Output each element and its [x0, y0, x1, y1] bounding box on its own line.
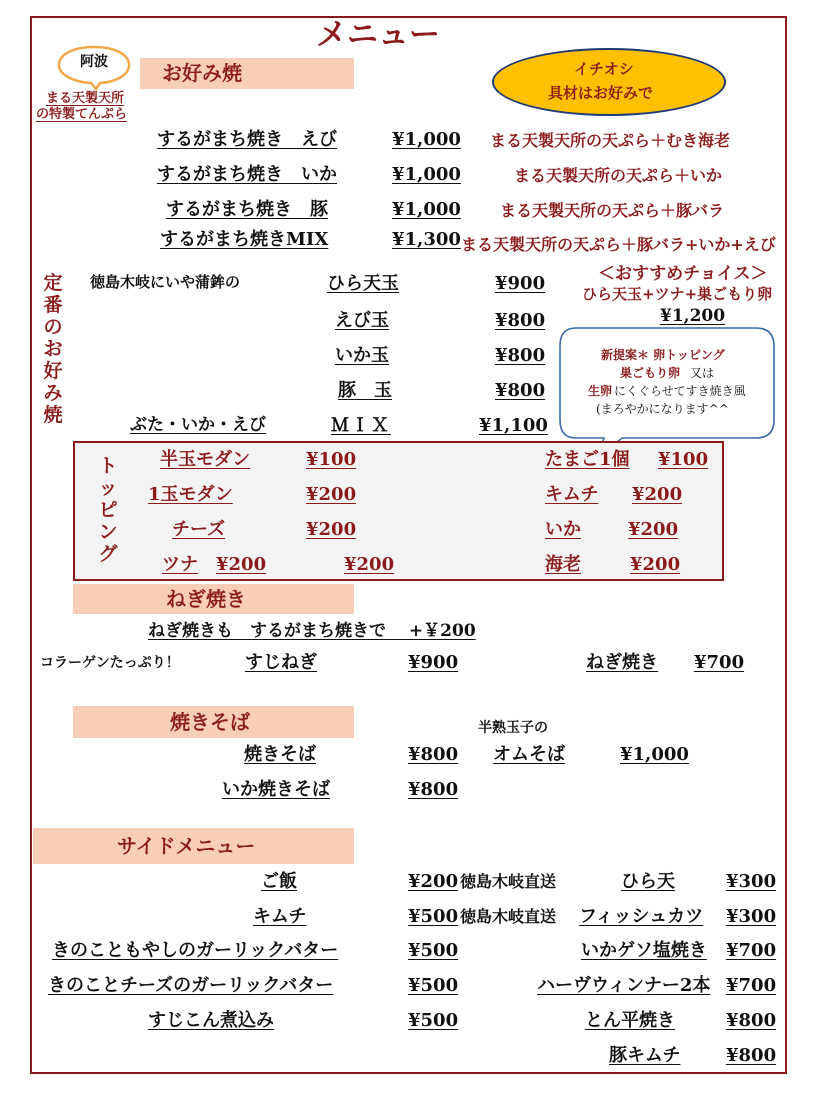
suruga-desc-1: まる天製天所の天ぷら＋いか [514, 166, 723, 185]
side-left-item-4: すじこん煮込み [148, 1010, 274, 1031]
yakisoba-price-0: ¥800 [408, 744, 459, 765]
side-right-item-5: 豚キムチ [609, 1045, 681, 1066]
standard-price-0: ¥900 [495, 273, 546, 294]
maru-note-line1: まる天製天所 [46, 91, 125, 106]
suruga-price-2: ¥1,000 [392, 199, 461, 220]
topping-left-price-2: ¥200 [306, 519, 357, 540]
side-right-item-0: ひら天 [621, 871, 675, 892]
ichioshi-oval [492, 48, 726, 116]
standard-price-2: ¥800 [495, 345, 546, 366]
yakisoba-price-2: ¥1,000 [620, 744, 689, 765]
suruga-desc-3: まる天製天所の天ぷら＋豚バラ+いか+えび [461, 235, 776, 254]
suruga-item-2: するがまち焼き 豚 [166, 199, 328, 220]
standard-item-1: えび玉 [335, 310, 389, 331]
side-right-item-3: ハーヴウィンナー2本 [537, 975, 711, 996]
side-direct-note-1: 徳島木岐直送 [460, 907, 557, 926]
side-right-item-4: とん平焼き [585, 1010, 675, 1031]
proposal-line3a: 生卵 [588, 384, 613, 398]
standard-item-0: ひら天玉 [327, 273, 399, 294]
suruga-price-0: ¥1,000 [392, 129, 461, 150]
standard-price-1: ¥800 [495, 310, 546, 331]
yakisoba-item-1: いか焼きそば [222, 779, 330, 800]
side-right-price-4: ¥800 [726, 1010, 777, 1031]
negi-note: ねぎ焼きも するがまち焼きで +￥200 [148, 621, 476, 641]
standard-price-4: ¥1,100 [479, 415, 548, 436]
side-left-price-1: ¥500 [408, 906, 459, 927]
awa-label: 阿波 [80, 54, 108, 70]
standard-item-3: 豚 玉 [338, 380, 392, 401]
topping-left-item-0: 半玉モダン [160, 449, 251, 470]
side-left-price-3: ¥500 [408, 975, 459, 996]
side-left-item-3: きのことチーズのガーリックバター [48, 975, 334, 996]
proposal-line2b: 又は [690, 366, 715, 380]
side-right-price-5: ¥800 [726, 1045, 777, 1066]
suruga-item-1: するがまち焼き いか [157, 164, 337, 185]
okonomi-vertical-label: 定番のお好み焼 [43, 272, 63, 426]
yakisoba-item-2: オムそば [493, 744, 565, 765]
hanjuku-note: 半熟玉子の [478, 720, 548, 736]
side-right-item-1: フィッシュカツ [579, 906, 704, 927]
topping-right-item-3: 海老 [545, 554, 581, 575]
suruga-desc-2: まる天製天所の天ぷら＋豚バラ [500, 201, 725, 220]
side-right-price-0: ¥300 [726, 871, 777, 892]
standard-item-4: ＭＩＸ [331, 415, 391, 436]
topping-left-item-1: 1玉モダン [148, 484, 233, 505]
side-left-item-0: ご飯 [261, 871, 297, 892]
suruga-desc-0: まる天製天所の天ぷら＋むき海老 [490, 131, 731, 150]
ichioshi-line2: 具材はお好みで [548, 84, 654, 102]
side-left-item-1: キムチ [253, 906, 307, 927]
yakisoba-price-1: ¥800 [408, 779, 459, 800]
side-left-item-2: きのこともやしのガーリックバター [52, 940, 339, 961]
side-left-price-0: ¥200 [408, 871, 459, 892]
topping-right-item-1: キムチ [545, 484, 599, 505]
side-right-price-2: ¥700 [726, 940, 777, 961]
side-header: サイドメニュー [117, 834, 256, 858]
standard-item-2: いか玉 [335, 345, 389, 366]
side-left-price-2: ¥500 [408, 940, 459, 961]
topping-left-price-0: ¥100 [306, 449, 357, 470]
topping-right-price-2: ¥200 [628, 519, 679, 540]
suruga-price-3: ¥1,300 [392, 229, 461, 250]
yakisoba-item-0: 焼きそば [244, 744, 316, 765]
topping-right-price-1: ¥200 [632, 484, 683, 505]
negi-header: ねぎ焼き [166, 587, 246, 611]
tokushima-note: 徳島木岐にいや蒲鉾の [90, 273, 241, 291]
negi-price-0: ¥900 [408, 652, 459, 673]
suruga-item-0: するがまち焼き えび [157, 129, 337, 150]
recommend-combo: ひら天玉+ツナ+巣ごもり卵 [582, 285, 773, 303]
buta-note: ぶた・いか・えび [130, 415, 266, 435]
maru-note-line2: の特製てんぷら [36, 107, 128, 122]
topping-left-price-3: ¥200 [216, 554, 267, 575]
suruga-price-1: ¥1,000 [392, 164, 461, 185]
negi-item-0: すじねぎ [245, 652, 317, 673]
topping-vertical-label: トッピング [98, 455, 118, 565]
side-right-item-2: いかゲソ塩焼き [581, 940, 707, 961]
collagen-note: コラーゲンたっぷり！ [40, 655, 180, 671]
negi-item-1: ねぎ焼き [586, 652, 658, 673]
okonomi-header: お好み焼 [162, 61, 242, 85]
proposal-line3b: にくぐらせてすき焼き風 [614, 384, 746, 398]
topping-right-price-3: ¥200 [630, 554, 681, 575]
topping-right-price-0: ¥100 [658, 449, 709, 470]
negi-price-1: ¥700 [694, 652, 745, 673]
proposal-line2a: 巣ごもり卵 [620, 366, 681, 380]
menu-title: メニュー [316, 17, 440, 53]
recommend-title: ＜おすすめチョイス＞ [598, 264, 768, 284]
standard-price-3: ¥800 [495, 380, 546, 401]
topping-extra-price: ¥200 [344, 554, 395, 575]
proposal-line1: 新提案＊ 卵トッピング [601, 348, 725, 362]
suruga-item-3: するがまち焼きMIX [160, 229, 329, 250]
topping-left-price-1: ¥200 [306, 484, 357, 505]
yakisoba-header: 焼きそば [170, 710, 250, 734]
topping-right-item-0: たまご1個 [545, 449, 630, 470]
proposal-line4: (まろやかになります^^ [596, 402, 729, 416]
side-direct-note-0: 徳島木岐直送 [460, 872, 557, 891]
topping-left-item-2: チーズ [172, 519, 226, 540]
recommend-price: ¥1,200 [660, 306, 726, 326]
side-right-price-3: ¥700 [726, 975, 777, 996]
side-right-price-1: ¥300 [726, 906, 777, 927]
side-left-price-4: ¥500 [408, 1010, 459, 1031]
ichioshi-line1: イチオシ [574, 60, 634, 78]
topping-right-item-2: いか [545, 519, 581, 540]
topping-left-item-3: ツナ [162, 554, 198, 575]
